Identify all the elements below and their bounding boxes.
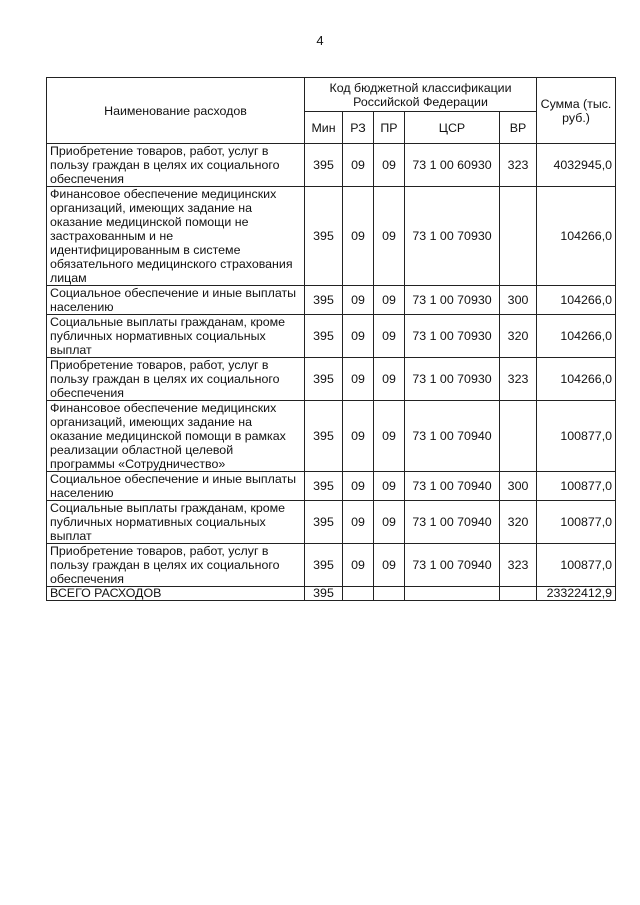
header-code-group: Код бюджетной классификации Российской Федерации: [305, 78, 537, 112]
row-name: Социальное обеспечение и иные выплаты населению: [47, 472, 305, 501]
row-csr: 73 1 00 70940: [405, 401, 500, 472]
table-row: [47, 501, 616, 544]
row-pr: 09: [374, 501, 405, 544]
row-name: Приобретение товаров, работ, услуг в пользу граждан в целях их социального обеспечения: [47, 544, 305, 587]
row-rz: 09: [343, 544, 374, 587]
header-sum: Сумма (тыс. руб.): [537, 78, 616, 144]
header-row: [47, 78, 616, 112]
row-csr: 73 1 00 70930: [405, 286, 500, 315]
row-rz: 09: [343, 315, 374, 358]
row-pr: 09: [374, 286, 405, 315]
row-vr: 323: [500, 358, 537, 401]
row-csr: 73 1 00 70930: [405, 358, 500, 401]
row-name: Приобретение товаров, работ, услуг в пользу граждан в целях их социального обеспечения: [47, 144, 305, 187]
row-vr: 300: [500, 286, 537, 315]
row-min: 395: [305, 315, 343, 358]
header-csr: ЦСР: [405, 112, 500, 144]
row-pr: 09: [374, 187, 405, 286]
row-pr: 09: [374, 315, 405, 358]
row-vr: 300: [500, 472, 537, 501]
page-number: 4: [316, 33, 324, 48]
header-pr: ПР: [374, 112, 405, 144]
row-vr: [500, 187, 537, 286]
row-vr: 323: [500, 544, 537, 587]
row-name: Социальное обеспечение и иные выплаты населению: [47, 286, 305, 315]
row-sum: 100877,0: [537, 401, 616, 472]
row-rz: 09: [343, 144, 374, 187]
total-vr: [500, 587, 537, 601]
table-row: [47, 401, 616, 472]
row-vr: [500, 401, 537, 472]
row-pr: 09: [374, 401, 405, 472]
row-min: 395: [305, 544, 343, 587]
table-row: [47, 358, 616, 401]
row-min: 395: [305, 286, 343, 315]
row-rz: 09: [343, 358, 374, 401]
header-min: Мин: [305, 112, 343, 144]
row-sum: 4032945,0: [537, 144, 616, 187]
header-name: Наименование расходов: [47, 78, 305, 144]
row-csr: 73 1 00 70940: [405, 544, 500, 587]
row-rz: 09: [343, 501, 374, 544]
row-min: 395: [305, 144, 343, 187]
row-sum: 104266,0: [537, 358, 616, 401]
row-csr: 73 1 00 70930: [405, 315, 500, 358]
total-rz: [343, 587, 374, 601]
row-pr: 09: [374, 472, 405, 501]
total-row: [47, 587, 616, 601]
row-sum: 104266,0: [537, 187, 616, 286]
row-vr: 320: [500, 501, 537, 544]
row-name: Социальные выплаты гражданам, кроме публичных нормативных социальных выплат: [47, 315, 305, 358]
row-csr: 73 1 00 70940: [405, 501, 500, 544]
row-name: Финансовое обеспечение медицинских организаций, имеющих задание на оказание медицинской помощи не застрахованным и не идентифицированным в системе обязательного медицинского страхования лицам: [47, 187, 305, 286]
budget-table: [46, 77, 616, 601]
total-min: 395: [305, 587, 343, 601]
row-min: 395: [305, 501, 343, 544]
table-row: [47, 286, 616, 315]
row-csr: 73 1 00 70930: [405, 187, 500, 286]
total-csr: [405, 587, 500, 601]
row-csr: 73 1 00 70940: [405, 472, 500, 501]
row-rz: 09: [343, 472, 374, 501]
row-sum: 100877,0: [537, 472, 616, 501]
table-row: [47, 187, 616, 286]
row-min: 395: [305, 401, 343, 472]
row-rz: 09: [343, 187, 374, 286]
table-row: [47, 144, 616, 187]
row-rz: 09: [343, 401, 374, 472]
row-vr: 323: [500, 144, 537, 187]
row-sum: 100877,0: [537, 501, 616, 544]
table-row: [47, 315, 616, 358]
total-sum: 23322412,9: [537, 587, 616, 601]
row-rz: 09: [343, 286, 374, 315]
row-pr: 09: [374, 544, 405, 587]
row-sum: 100877,0: [537, 544, 616, 587]
row-name: Приобретение товаров, работ, услуг в пользу граждан в целях их социального обеспечения: [47, 358, 305, 401]
total-pr: [374, 587, 405, 601]
row-min: 395: [305, 472, 343, 501]
row-name: Социальные выплаты гражданам, кроме публичных нормативных социальных выплат: [47, 501, 305, 544]
row-min: 395: [305, 358, 343, 401]
row-name: Финансовое обеспечение медицинских организаций, имеющих задание на оказание медицинской помощи в рамках реализации областной целевой программы «Сотрудничество»: [47, 401, 305, 472]
row-pr: 09: [374, 144, 405, 187]
row-sum: 104266,0: [537, 286, 616, 315]
total-label: ВСЕГО РАСХОДОВ: [47, 587, 305, 601]
row-min: 395: [305, 187, 343, 286]
table-row: [47, 472, 616, 501]
header-vr: ВР: [500, 112, 537, 144]
header-rz: РЗ: [343, 112, 374, 144]
row-csr: 73 1 00 60930: [405, 144, 500, 187]
row-sum: 104266,0: [537, 315, 616, 358]
row-pr: 09: [374, 358, 405, 401]
row-vr: 320: [500, 315, 537, 358]
table-row: [47, 544, 616, 587]
